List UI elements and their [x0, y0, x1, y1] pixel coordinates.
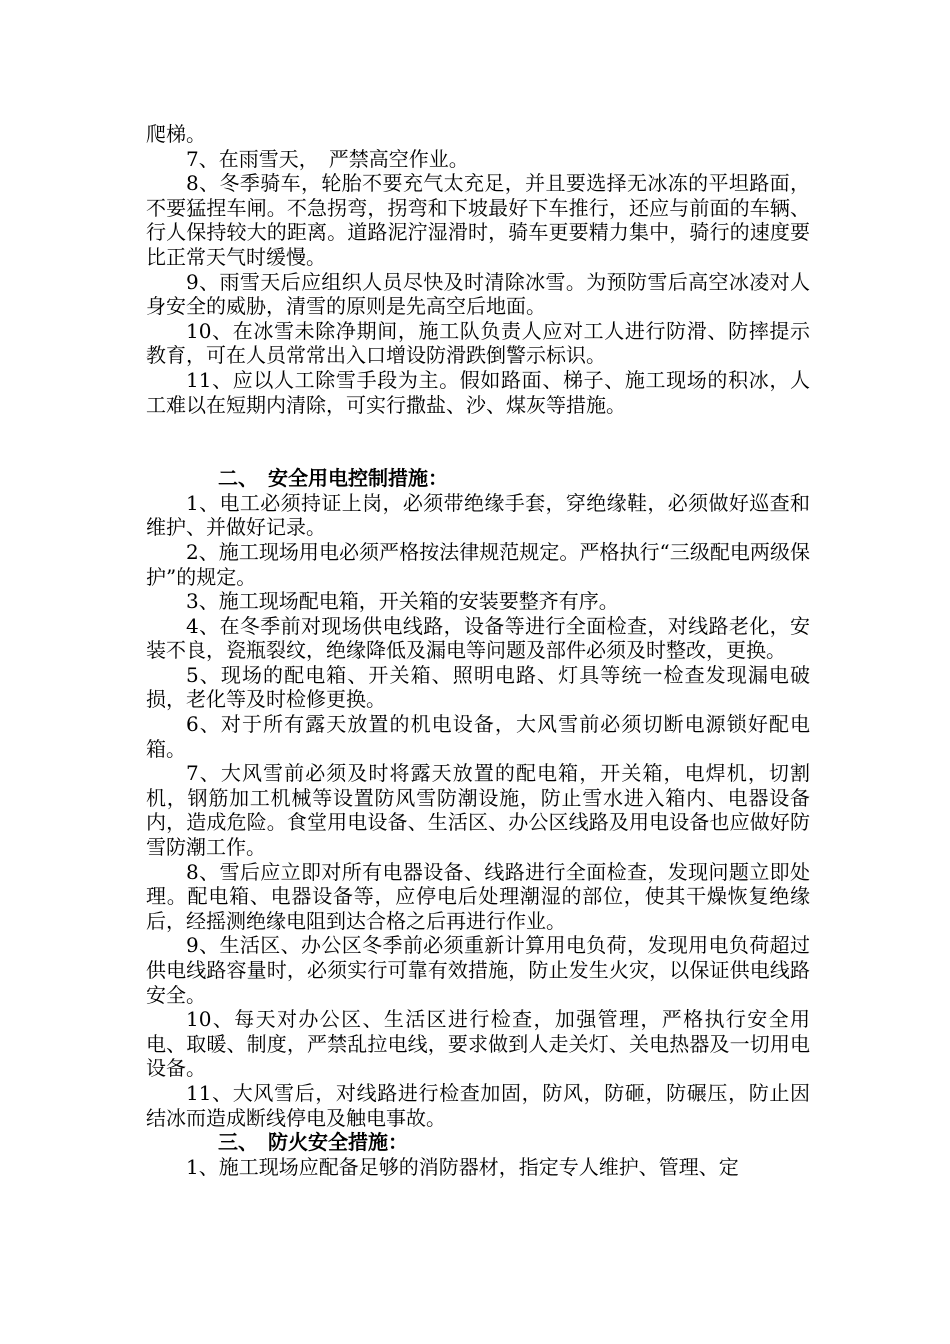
section2-item-10: 10、每天对办公区、生活区进行检查，加强管理，严格执行安全用电、取暖、制度，严禁乱拉电线，要求做到人走关灯、关电热器及一切用电设备。: [146, 1007, 810, 1081]
section2-item-7: 7、大风雪前必须及时将露天放置的配电箱，开关箱，电焊机，切割机，钢筋加工机械等设置防风雪防潮设施，防止雪水进入箱内、电器设备内，造成危险。食堂用电设备、生活区、办公区线路及用电设备也应做好防雪防潮工作。: [146, 761, 810, 860]
section2-item-11: 11、大风雪后，对线路进行检查加固，防风，防砸，防碾压，防止因结冰而造成断线停电及触电事故。: [146, 1080, 810, 1130]
section2-item-2: 2、施工现场用电必须严格按法律规范规定。严格执行“三级配电两级保护”的规定。: [146, 539, 810, 589]
section1-item-7: 7、在雨雪天， 严禁高空作业。: [186, 146, 469, 171]
section-spacer: [146, 417, 810, 466]
section3-item-1: 1、施工现场应配备足够的消防器材，指定专人维护、管理、定: [186, 1154, 739, 1179]
section2-item-3: 3、施工现场配电箱，开关箱的安装要整齐有序。: [186, 589, 619, 614]
section2-item-1: 1、电工必须持证上岗，必须带绝缘手套，穿绝缘鞋，必须做好巡查和维护、并做好记录。: [146, 490, 810, 540]
section2-item-5: 5、现场的配电箱、开关箱、照明电路、灯具等统一检查发现漏电破损，老化等及时检修更换。: [146, 662, 810, 712]
section1-item-11: 11、应以人工除雪手段为主。假如路面、梯子、施工现场的积冰，人工难以在短期内清除，可实行撒盐、沙、煤灰等措施。: [146, 367, 810, 417]
section2-heading: 二、 安全用电控制措施：: [218, 466, 448, 491]
continuation-text: 爬梯。: [146, 122, 206, 146]
document-body: [146, 122, 810, 1179]
section1-item-8: 8、冬季骑车，轮胎不要充气太充足，并且要选择无冰冻的平坦路面，不要猛捏车闸。不急拐弯，拐弯和下坡最好下车推行，还应与前面的车辆、行人保持较大的距离。道路泥泞湿滑时，骑车更要精力集中，骑行的速度要比正常天气时缓慢。: [146, 171, 810, 269]
section2-item-8: 8、雪后应立即对所有电器设备、线路进行全面检查，发现问题立即处理。配电箱、电器设备等，应停电后处理潮湿的部位，使其干燥恢复绝缘后，经摇测绝缘电阻到达合格之后再进行作业。: [146, 859, 810, 933]
section2-item-4: 4、在冬季前对现场供电线路，设备等进行全面检查，对线路老化，安装不良，瓷瓶裂纹，绝缘降低及漏电等问题及部件必须及时整改，更换。: [146, 613, 810, 663]
section1-item-10: 10、在冰雪未除净期间，施工队负责人应对工人进行防滑、防摔提示教育，可在人员常常出入口增设防滑跌倒警示标识。: [146, 318, 810, 368]
section2-item-9: 9、生活区、办公区冬季前必须重新计算用电负荷，发现用电负荷超过供电线路容量时，必须实行可靠有效措施，防止发生火灾，以保证供电线路安全。: [146, 933, 810, 1007]
section3-heading: 三、 防火安全措施：: [218, 1130, 408, 1155]
section2-item-6: 6、对于所有露天放置的机电设备，大风雪前必须切断电源锁好配电箱。: [146, 712, 810, 761]
section1-item-9: 9、雨雪天后应组织人员尽快及时清除冰雪。为预防雪后高空冰凌对人身安全的威胁，清雪的原则是先高空后地面。: [146, 269, 810, 319]
